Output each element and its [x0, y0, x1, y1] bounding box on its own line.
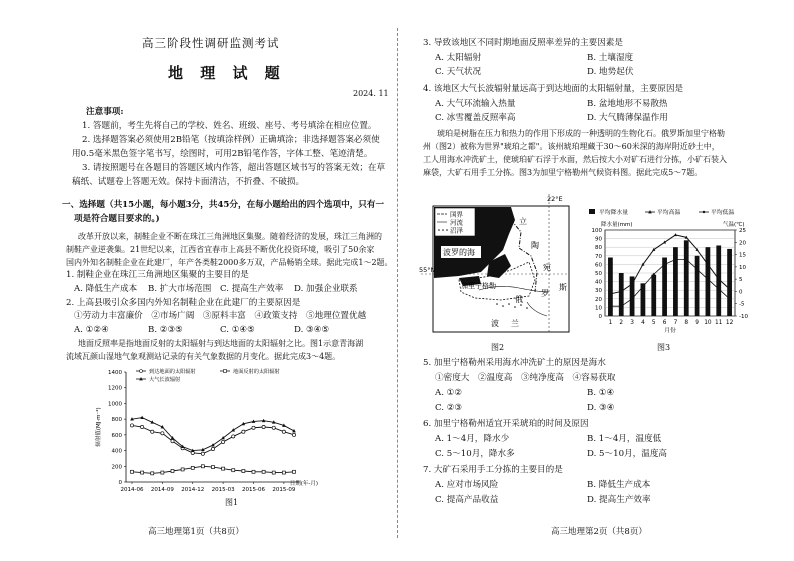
precipitation-bar — [727, 249, 732, 316]
question-stem: 6. 加里宁格勒州适宜开采琥珀的时间及原因 — [423, 419, 589, 429]
legend-border: 国界 — [450, 210, 463, 219]
option: C. 提高生产效率 — [220, 284, 284, 294]
data-point — [262, 470, 265, 473]
y-left-tick-label: 20 — [595, 296, 602, 303]
y-right-tick-label: 10 — [739, 264, 746, 271]
y-right-tick-label: -10 — [739, 314, 748, 320]
x-tick-label: 11 — [715, 320, 723, 326]
temperature-point — [642, 285, 644, 287]
data-point — [293, 470, 296, 473]
data-point — [191, 466, 194, 469]
region-label: 加里宁格勒 — [461, 282, 496, 290]
latitude-label: 55°N — [419, 266, 436, 274]
y-axis-label: 辐射值(MJ·m⁻²) — [96, 407, 102, 447]
temperature-point — [663, 263, 665, 265]
data-point — [242, 470, 245, 473]
passage-line: 国内外知名制鞋企业在此建厂，年产各类鞋2000多万双，产品畅销全球。据此完成1～2题。 — [66, 258, 393, 267]
x-tick-label: 2015-03 — [211, 487, 235, 493]
data-point — [252, 426, 255, 429]
legend-marsh: 沼泽 — [450, 226, 463, 235]
poland-label: 兰 — [511, 319, 519, 328]
data-point — [222, 467, 225, 470]
notice-line: 2. 选择题答案必须使用2B铅笔（按填涂样例）正确填涂；非选择题答案必须使 — [82, 135, 380, 145]
data-point — [171, 440, 174, 443]
temperature-line — [610, 259, 729, 306]
factor-list: ①密度大 ②温度高 ③纯净度高 ④容易获取 — [435, 373, 616, 383]
data-point — [131, 470, 134, 473]
y-right-axis-label: 气温(℃) — [723, 222, 745, 228]
x-tick-label: 2015-09 — [272, 487, 296, 493]
data-point — [141, 471, 144, 474]
data-point — [171, 470, 174, 473]
notice-line: 3. 请按照题号在各题目的答题区域内作答，超出答题区域书写的答案无效；在草 — [82, 163, 386, 173]
option: B. 土壤湿度 — [587, 53, 634, 63]
question-stem: 4. 该地区大气长波辐射量远高于到达地面的太阳辐射量，主要原因是 — [423, 84, 684, 94]
y-tick-label: 1200 — [108, 385, 122, 392]
precipitation-bar — [706, 247, 711, 316]
notice-line: 1. 答题前，考生先将自己的学校、姓名、班级、座号、考号填涂在相应位置。 — [82, 121, 377, 131]
notice-line: 用0.5毫米黑色签字笔书写，绘图时，可用2B铅笔作答，字体工整、笔迹清楚。 — [72, 149, 373, 159]
y-left-tick-label: 80 — [595, 245, 602, 252]
data-point — [262, 425, 265, 428]
data-point — [181, 468, 184, 471]
x-tick-label: 2014-09 — [150, 487, 174, 493]
lithuania-label: 陶 — [531, 241, 539, 250]
option: C. ①④⑤ — [220, 325, 255, 335]
option: C. 5～10月，降水多 — [435, 449, 515, 459]
figure-1-caption: 图1 — [225, 498, 239, 507]
legend-marker — [224, 370, 227, 373]
option: A. 应对市场风险 — [435, 480, 499, 490]
option: B. 降低生产成本 — [587, 480, 651, 490]
option: D. 大气腾薄保温作用 — [587, 113, 668, 123]
data-point — [282, 471, 285, 474]
x-tick-label: 3 — [630, 320, 634, 326]
russia-label: 斯 — [559, 283, 567, 292]
temperature-point — [631, 298, 633, 300]
data-point — [130, 424, 133, 427]
passage-line: 工人用海水冲洗矿土，使琥珀矿石浮于水面，然后按大小对矿石进行分拣，小矿石装入 — [423, 155, 727, 164]
precipitation-bar — [695, 256, 700, 316]
y-left-tick-label: 70 — [595, 253, 602, 260]
y-tick-label: 200 — [111, 464, 122, 471]
temperature-point — [707, 278, 709, 280]
y-left-tick-label: 60 — [595, 262, 602, 269]
option: C. 天气状况 — [435, 67, 482, 77]
sea-label: 波罗的海 — [443, 248, 475, 257]
passage-line: 琥珀是树脂在压力和热力的作用下形成的一种透明的生物化石。俄罗斯加里宁格勒 — [437, 129, 725, 138]
notice-line: 稿纸、试题卷上答题无效。保持卡面清洁，不折叠、不破损。 — [72, 177, 305, 187]
option: A. ①② — [435, 388, 463, 398]
page-footer: 高三地理第1页（共8页） — [148, 527, 244, 537]
section-heading: 一、选择题（共15小题，每小题3分，共45分，在每小题给出的四个选项中，只有一 — [62, 200, 385, 210]
legend-marker — [140, 370, 143, 373]
data-point — [282, 430, 285, 433]
option: C. 提高产品收益 — [435, 495, 499, 505]
question-stem: 2. 上高县吸引众多国内外知名制鞋企业在此建厂的主要原因是 — [66, 298, 301, 308]
data-point — [232, 435, 235, 438]
option: A. ①②④ — [74, 325, 109, 335]
y-left-tick-label: 90 — [595, 236, 602, 243]
data-point — [211, 447, 214, 450]
option: B. ②③⑤ — [148, 325, 183, 335]
data-point — [242, 430, 245, 433]
precipitation-bar — [619, 273, 624, 316]
y-tick-label: 400 — [111, 448, 122, 455]
y-tick-label: 1400 — [108, 370, 122, 376]
option: B. ①④ — [587, 388, 615, 398]
temperature-point — [609, 305, 611, 307]
data-point — [232, 469, 235, 472]
x-tick-label: 6 — [662, 320, 667, 326]
lithuania-label: 立 — [519, 217, 527, 226]
temperature-point — [674, 258, 676, 260]
x-tick-label: 2 — [619, 320, 624, 326]
x-tick-label: 9 — [695, 320, 699, 326]
passage-line: 改革开放以来，制鞋企业不断在珠江三角洲地区集聚。随着经济的发展，珠江三角洲的 — [78, 232, 382, 241]
question-stem: 1. 制鞋企业在珠江三角洲地区集聚的主要目的是 — [66, 270, 249, 280]
data-point — [201, 452, 204, 455]
temperature-point — [718, 288, 720, 290]
x-tick-label: 1 — [608, 320, 613, 326]
x-tick-label: 12 — [725, 320, 734, 326]
data-point — [272, 471, 275, 474]
legend-label: 到达地面的太阳辐射 — [149, 369, 196, 375]
y-tick-label: 600 — [111, 432, 122, 439]
figure-3-climate-chart — [583, 204, 763, 340]
russia-label: 罗 — [541, 289, 549, 298]
precipitation-bar — [673, 247, 678, 316]
data-point — [211, 443, 215, 446]
option: B. 扩大市场范围 — [148, 284, 212, 294]
temperature-point — [620, 305, 622, 307]
legend-label: 平均高温 — [657, 210, 681, 217]
subject-title: 地 理 试 题 — [168, 64, 286, 82]
x-tick-label: 2015-06 — [242, 487, 265, 493]
y-left-tick-label: 100 — [591, 228, 602, 234]
passage-line: 州（图2）被称为世界"琥珀之都"。该州琥珀埋藏于30～60米深的海岸附近砂土中， — [423, 142, 720, 151]
section-heading: 项是符合题目要求的。) — [74, 214, 160, 224]
factor-list: ①劳动力丰富廉价 ②市场广阔 ③原料丰富 ④政策支持 ⑤地理位置优越 — [74, 311, 367, 321]
y-left-axis-label: 降水量(mm) — [601, 222, 633, 228]
y-right-tick-label: 5 — [739, 277, 743, 284]
data-point — [292, 433, 295, 436]
option: A. 大气环流输入热量 — [435, 99, 516, 109]
page-footer: 高三地理第2页（共8页） — [551, 527, 647, 537]
question-stem: 7. 大矿石采用手工分拣的主要目的是 — [423, 465, 563, 475]
y-tick-label: 800 — [111, 417, 122, 424]
exam-title: 高三阶段性调研监测考试 — [142, 36, 280, 50]
x-tick-label: 2014-12 — [181, 487, 205, 493]
x-tick-label: 4 — [641, 320, 645, 326]
data-point — [252, 470, 255, 473]
y-left-tick-label: 30 — [595, 288, 602, 295]
longitude-label: 22°E — [547, 195, 563, 203]
passage-line: 地面反照率是指地面反射的太阳辐射与到达地面的太阳辐射之比。图1示意青海湖 — [78, 339, 364, 348]
data-point — [151, 472, 154, 475]
temperature-point — [696, 268, 698, 270]
data-point — [212, 466, 215, 469]
option: C. ②③ — [435, 403, 463, 413]
figure-2-caption: 图2 — [491, 343, 505, 352]
y-tick-label: 0 — [118, 480, 122, 486]
x-tick-label: 8 — [684, 320, 689, 326]
y-left-tick-label: 10 — [595, 305, 602, 312]
data-point — [201, 465, 204, 468]
data-point — [161, 432, 164, 435]
option: D. 加强企业联系 — [294, 284, 358, 294]
precipitation-bar — [684, 240, 689, 316]
legend-swatch — [589, 209, 595, 214]
option: A. 1～4月，降水少 — [435, 434, 510, 444]
legend-label: 平均低温 — [711, 210, 735, 217]
page-divider — [397, 28, 398, 538]
figure-1-line-chart — [92, 364, 318, 504]
y-right-tick-label: 20 — [739, 240, 746, 247]
temperature-point — [728, 298, 730, 300]
poland-label: 波 — [491, 319, 499, 328]
data-point — [141, 425, 144, 428]
legend-label: 大气长波辐射 — [149, 377, 181, 383]
temperature-point — [653, 273, 655, 275]
lithuania-label: 宛 — [543, 263, 551, 272]
option: B. 盆地地形不易散热 — [587, 99, 668, 109]
y-right-tick-label: -5 — [739, 301, 745, 308]
passage-line: 制鞋产业逆袭集。21世纪以来，江西省宜春市上高县不断优化投资环境，吸引了50余家 — [66, 245, 375, 254]
legend-marker — [703, 211, 705, 213]
temperature-point — [685, 258, 687, 260]
data-point — [161, 471, 164, 474]
data-point — [222, 440, 225, 443]
x-tick-label: 7 — [673, 320, 678, 326]
y-tick-label: 1000 — [108, 401, 122, 408]
x-axis-label: 日期(年-月) — [289, 481, 318, 487]
notice-heading: 注意事项: — [86, 107, 124, 117]
option: D. ③④ — [587, 403, 615, 413]
exam-date: 2024. 11 — [353, 89, 389, 98]
option: A. 太阳辐射 — [435, 53, 482, 63]
option: D. 提高生产效率 — [587, 495, 651, 505]
y-right-tick-label: 25 — [739, 228, 746, 234]
figure-3-caption: 图3 — [657, 343, 671, 352]
precipitation-bar — [651, 275, 656, 316]
question-stem: 3. 导致该地区不同时期地面反照率差异的主要因素是 — [423, 38, 623, 48]
option: A. 降低生产成本 — [74, 284, 138, 294]
y-right-tick-label: 15 — [739, 252, 746, 259]
option: D. ③④⑤ — [294, 325, 330, 335]
y-left-tick-label: 40 — [595, 279, 602, 286]
russia-label: 俄 — [515, 295, 523, 304]
x-tick-label: 2014-06 — [120, 487, 144, 493]
y-right-tick-label: 0 — [739, 289, 743, 296]
x-axis-label: 月份 — [664, 328, 676, 334]
y-left-tick-label: 0 — [598, 314, 602, 320]
legend-river: 河流 — [450, 218, 463, 227]
option: B. 1～4月，温度低 — [587, 434, 662, 444]
x-tick-label: 5 — [651, 320, 656, 326]
data-point — [151, 430, 154, 433]
question-stem: 5. 加里宁格勒州采用海水冲洗矿土的原因是海水 — [423, 358, 606, 368]
legend-label: 地面反射的太阳辐射 — [233, 369, 280, 375]
y-left-tick-label: 50 — [595, 271, 602, 277]
x-tick-label: 10 — [704, 320, 712, 326]
passage-line: 流域瓦颜山湿地气象观测站记录的有关气象数据的月变化。据此完成3～4题。 — [66, 352, 341, 361]
option: C. 冰雪覆盖反照率高 — [435, 113, 516, 123]
right-page — [397, 0, 794, 561]
data-point — [140, 416, 144, 419]
passage-line: 麻袋，大矿石用手工分拣。图3为加里宁格勒州气候资料图。据此完成5～7题。 — [423, 168, 703, 177]
option: D. 5～10月，温度高 — [587, 449, 668, 459]
legend-label: 平均降水量 — [599, 210, 628, 217]
temperature-point — [674, 233, 677, 236]
figure-2-map — [419, 192, 581, 340]
data-point — [272, 426, 275, 429]
option: D. 地势起伏 — [587, 67, 634, 77]
